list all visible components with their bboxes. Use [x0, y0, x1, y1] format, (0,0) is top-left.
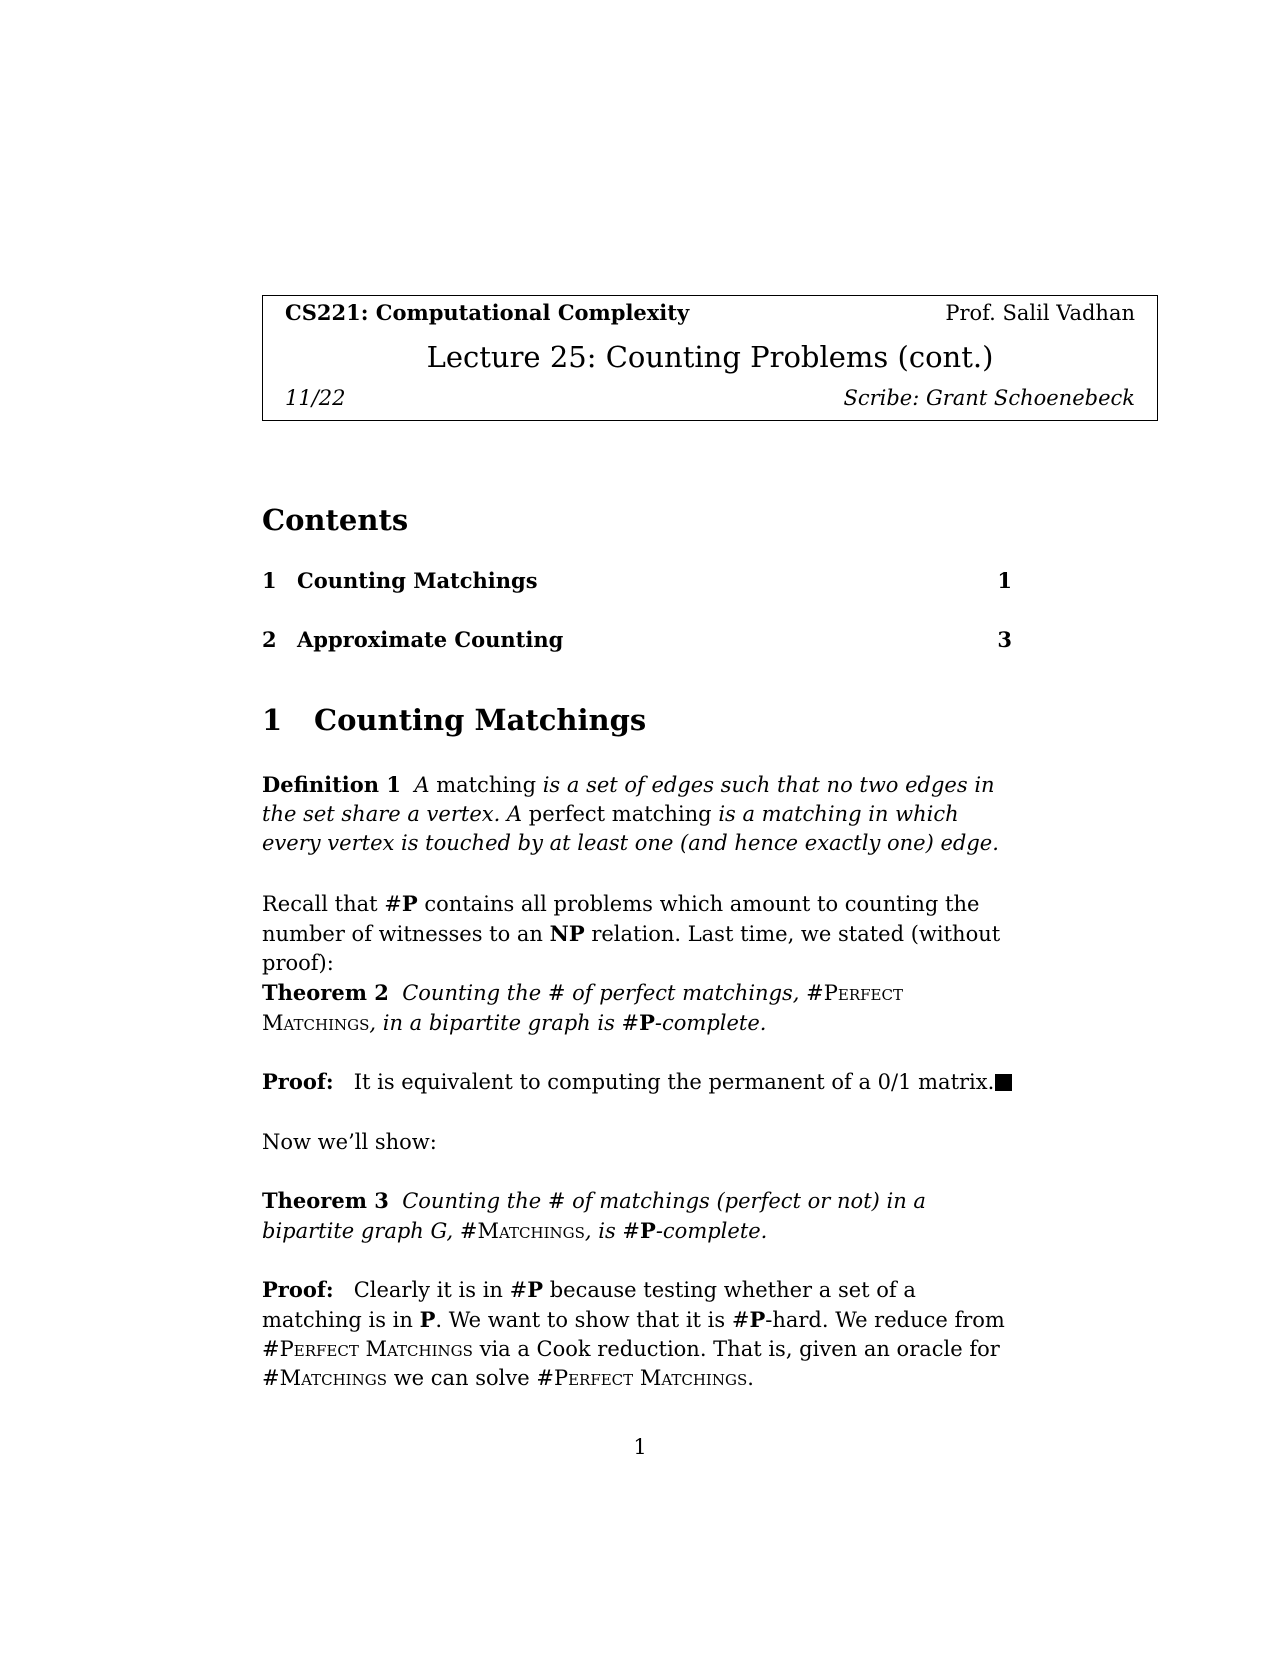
- problem-name: Matchings: [279, 1366, 387, 1390]
- lecture-header-box: [262, 295, 1158, 421]
- toc-item-title: Approximate Counting: [297, 627, 564, 652]
- toc-item-number: 2: [262, 627, 277, 652]
- definition-text: A: [414, 773, 430, 797]
- toc-item-page: 1: [997, 568, 1012, 593]
- qed-square-icon: [995, 1074, 1012, 1091]
- theorem-text: , in a bipartite graph is #: [369, 1011, 640, 1035]
- scribe-name: Scribe: Grant Schoenebeck: [843, 386, 1135, 410]
- header-top-row: [285, 300, 1135, 325]
- definition-term: perfect matching: [528, 802, 712, 826]
- now-show-line: Now we’ll show:: [262, 1130, 437, 1154]
- proof-2: [262, 1275, 1012, 1393]
- class-p: P: [749, 1307, 766, 1332]
- contents-heading: Contents: [262, 503, 409, 537]
- proof-text: .: [747, 1366, 754, 1390]
- paragraph-text: contains all problems which amount to counting the number of witnesses to an: [262, 892, 980, 946]
- definition-label: Definition 1: [262, 772, 401, 797]
- theorem-text: -complete.: [655, 1219, 768, 1243]
- problem-name: Perfect Matchings: [262, 981, 903, 1035]
- theorem-text: Counting the # of matchings (perfect or not) in a bipartite graph: [262, 1189, 926, 1243]
- theorem-label: Theorem 3: [262, 1188, 389, 1213]
- definition-text: is a matching in which every vertex is touched by at least one (and hence exactly one) edge.: [262, 802, 999, 855]
- theorem-text: , is #: [584, 1219, 641, 1243]
- class-np: NP: [549, 921, 585, 946]
- lecture-title: Lecture 25: Counting Problems (cont.): [426, 340, 994, 374]
- theorem-text: Counting the # of perfect matchings, #: [402, 981, 824, 1005]
- theorem-text: -complete.: [654, 1011, 767, 1035]
- proof-text: we can solve #: [393, 1366, 554, 1390]
- problem-name: Perfect Matchings: [279, 1337, 473, 1361]
- definition-term: matching: [436, 773, 537, 797]
- definition-1: [262, 770, 1012, 858]
- proof-text: It is equivalent to computing the permanent of a 0/1 matrix.: [353, 1070, 995, 1094]
- toc-item-page: 3: [997, 627, 1012, 652]
- header-bottom-row: [285, 386, 1135, 410]
- class-p: P: [401, 891, 418, 916]
- proof-label: Proof:: [262, 1277, 334, 1302]
- proof-text: -hard. We reduce from #: [262, 1308, 1005, 1361]
- proof-label: Proof:: [262, 1069, 334, 1094]
- proof-text: because testing whether a set of a matching is in: [262, 1278, 916, 1332]
- proof-text: . We want to show that it is #: [435, 1308, 750, 1332]
- class-p: P: [419, 1307, 436, 1332]
- recall-paragraph: [262, 889, 1012, 978]
- problem-name: Matchings: [477, 1219, 585, 1243]
- class-p: P: [639, 1010, 655, 1035]
- paragraph-text: Recall that #: [262, 892, 402, 916]
- class-p: P: [640, 1218, 656, 1243]
- professor-name: Prof. Salil Vadhan: [945, 301, 1135, 325]
- paragraph-text: relation. Last time, we stated (without proof):: [262, 922, 1001, 975]
- proof-text: Clearly it is in #: [353, 1278, 528, 1302]
- theorem-2: [262, 978, 1012, 1038]
- theorem-label: Theorem 2: [262, 980, 389, 1005]
- proof-1: [262, 1067, 1012, 1097]
- toc-item-title: Counting Matchings: [297, 568, 538, 593]
- theorem-text: , #: [446, 1219, 478, 1243]
- toc-item[interactable]: [262, 568, 1012, 593]
- proof-text: via a Cook reduction. That is, given an oracle for #: [262, 1337, 1000, 1390]
- definition-text: is a set of edges such that no two edges in the set share a vertex. A: [262, 773, 995, 826]
- graph-symbol: G: [430, 1219, 447, 1243]
- lecture-date: 11/22: [285, 386, 346, 410]
- problem-name: Perfect Matchings: [553, 1366, 748, 1390]
- class-p: P: [527, 1277, 544, 1302]
- course-name: CS221: Computational Complexity: [285, 300, 690, 325]
- section-number: 1: [262, 703, 283, 737]
- page-number: 1: [633, 1435, 647, 1459]
- theorem-3: [262, 1186, 1012, 1246]
- section-title: Counting Matchings: [314, 703, 647, 737]
- section-heading: [262, 703, 646, 737]
- toc-item-number: 1: [262, 568, 277, 593]
- toc-item[interactable]: [262, 627, 1012, 652]
